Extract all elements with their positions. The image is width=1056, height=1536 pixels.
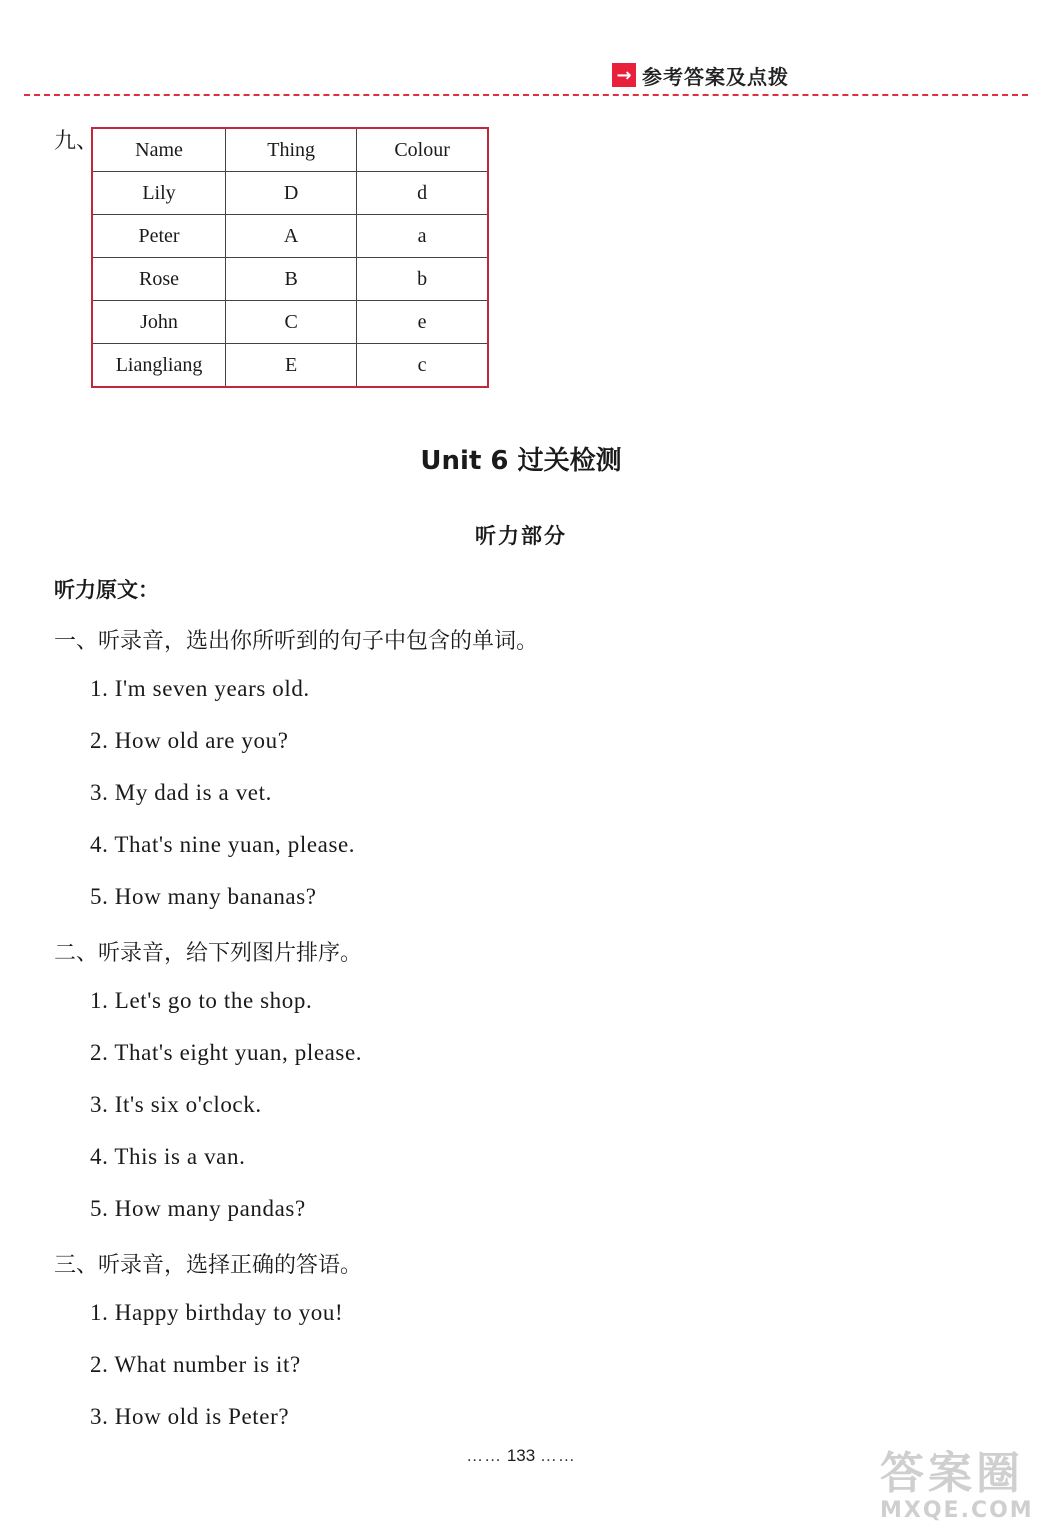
- script-line: 2. That's eight yuan, please.: [90, 1040, 363, 1065]
- script-line: 3. It's six o'clock.: [90, 1092, 262, 1117]
- table-row: [92, 301, 488, 344]
- question-1-heading: 一、听录音，选出你所听到的句子中包含的单词。: [54, 629, 539, 654]
- table-cell: Lily: [92, 172, 226, 215]
- column-header: Thing: [226, 128, 357, 172]
- table-row: [92, 258, 488, 301]
- script-line: 3. My dad is a vet.: [90, 780, 272, 805]
- table-header-row: [92, 128, 488, 172]
- question-2-heading: 二、听录音，给下列图片排序。: [54, 941, 363, 966]
- table-cell: e: [357, 301, 488, 344]
- script-line: 1. Let's go to the shop.: [90, 988, 313, 1013]
- answer-table: [91, 127, 489, 388]
- script-line: 2. What number is it?: [90, 1352, 301, 1377]
- table-cell: d: [357, 172, 488, 215]
- table-cell: Peter: [92, 215, 226, 258]
- column-header: Name: [92, 128, 226, 172]
- table-cell: E: [226, 344, 357, 388]
- watermark-top: 答案圈: [880, 1448, 1024, 1499]
- page-dots: ……: [466, 1446, 503, 1465]
- watermark-logo: [880, 1450, 1050, 1530]
- unit-title: Unit 6 过关检测: [420, 446, 622, 476]
- section-9-marker: 九、: [54, 129, 99, 154]
- script-line: 2. How old are you?: [90, 728, 289, 753]
- script-line: 4. This is a van.: [90, 1144, 246, 1169]
- table-cell: D: [226, 172, 357, 215]
- script-line: 5. How many pandas?: [90, 1196, 306, 1221]
- header-divider: [24, 94, 1028, 96]
- page-dots: ……: [539, 1446, 576, 1465]
- table-cell: b: [357, 258, 488, 301]
- table-cell: C: [226, 301, 357, 344]
- script-line: 1. Happy birthday to you!: [90, 1300, 344, 1325]
- script-line: 1. I'm seven years old.: [90, 676, 310, 701]
- script-label: 听力原文：: [54, 578, 159, 602]
- header-title: 参考答案及点拨: [642, 64, 789, 89]
- table-cell: John: [92, 301, 226, 344]
- table-row: [92, 172, 488, 215]
- part-title: 听力部分: [475, 524, 567, 548]
- watermark-bottom: MXQE.COM: [880, 1498, 1034, 1523]
- script-line: 5. How many bananas?: [90, 884, 317, 909]
- table-cell: A: [226, 215, 357, 258]
- table-cell: B: [226, 258, 357, 301]
- page-number: 133: [506, 1446, 536, 1465]
- script-line: 3. How old is Peter?: [90, 1404, 290, 1429]
- section-header: [612, 60, 789, 90]
- table-cell: Rose: [92, 258, 226, 301]
- table-cell: Liangliang: [92, 344, 226, 388]
- question-3-heading: 三、听录音，选择正确的答语。: [54, 1253, 363, 1278]
- table-cell: a: [357, 215, 488, 258]
- table-row: [92, 344, 488, 388]
- table-cell: c: [357, 344, 488, 388]
- table-row: [92, 215, 488, 258]
- arrow-right-icon: →: [612, 63, 636, 87]
- script-line: 4. That's nine yuan, please.: [90, 832, 356, 857]
- column-header: Colour: [357, 128, 488, 172]
